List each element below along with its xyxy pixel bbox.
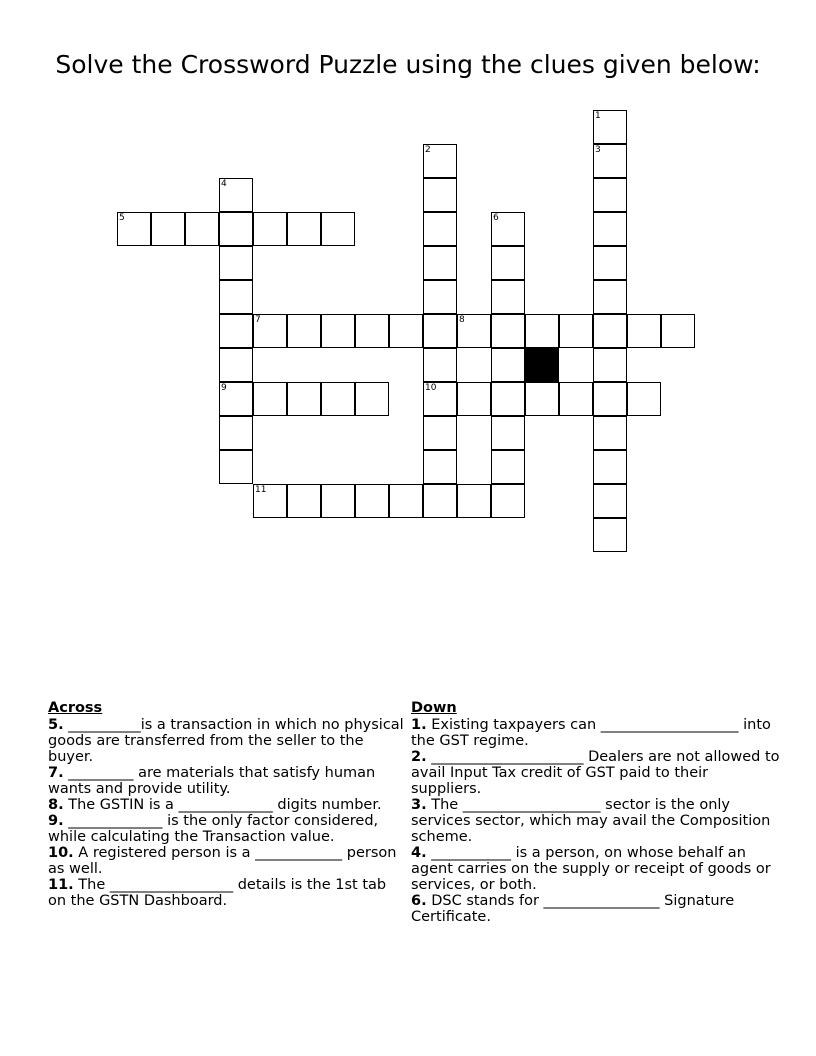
- cell-number: 7: [255, 315, 261, 325]
- grid-cell[interactable]: [219, 246, 253, 280]
- grid-cell[interactable]: [593, 314, 627, 348]
- grid-cell[interactable]: [593, 518, 627, 552]
- grid-cell[interactable]: [253, 382, 287, 416]
- grid-cell[interactable]: [389, 314, 423, 348]
- grid-cell[interactable]: [593, 348, 627, 382]
- grid-cell[interactable]: [525, 382, 559, 416]
- grid-cell[interactable]: [423, 416, 457, 450]
- grid-cell[interactable]: [287, 314, 321, 348]
- clue-text: The ___________________ sector is the only services sector, which may avail the Composition scheme.: [411, 797, 771, 845]
- cell-number: 6: [493, 213, 499, 223]
- grid-cell[interactable]: [491, 246, 525, 280]
- grid-cell[interactable]: [593, 416, 627, 450]
- clue-number: 7.: [48, 765, 64, 781]
- clue-number: 9.: [48, 813, 64, 829]
- grid-cell[interactable]: [423, 280, 457, 314]
- grid-cell[interactable]: [321, 314, 355, 348]
- down-clue-list: [411, 717, 781, 925]
- cell-number: 3: [595, 145, 601, 155]
- grid-cell[interactable]: [219, 416, 253, 450]
- cell-number: 4: [221, 179, 227, 189]
- grid-cell[interactable]: [491, 348, 525, 382]
- grid-cell[interactable]: [593, 212, 627, 246]
- grid-cell[interactable]: [423, 246, 457, 280]
- down-clue: [411, 749, 781, 797]
- clue-text: The GSTIN is a _____________ digits number.: [63, 797, 382, 813]
- clue-text: _____________________ Dealers are not allowed to avail Input Tax credit of GST paid to their suppliers.: [411, 749, 780, 797]
- clue-number: 3.: [411, 797, 427, 813]
- grid-cell[interactable]: [219, 382, 253, 416]
- grid-cell[interactable]: [423, 314, 457, 348]
- grid-cell[interactable]: [423, 178, 457, 212]
- grid-cell[interactable]: [287, 484, 321, 518]
- clue-text: DSC stands for ________________ Signature Certificate.: [411, 893, 735, 925]
- clue-text: ___________ is a person, on whose behalf an agent carries on the supply or receipt of goods or services, or both.: [411, 845, 771, 893]
- grid-cell[interactable]: [593, 382, 627, 416]
- grid-cell[interactable]: [491, 416, 525, 450]
- clue-number: 8.: [48, 797, 64, 813]
- cell-number: 1: [595, 111, 601, 121]
- grid-cell[interactable]: [321, 212, 355, 246]
- grid-cell[interactable]: [253, 484, 287, 518]
- cell-number: 11: [255, 485, 267, 495]
- grid-cell[interactable]: [491, 314, 525, 348]
- clue-text: _____________ is the only factor considered, while calculating the Transaction value.: [48, 813, 379, 845]
- grid-cell[interactable]: [627, 314, 661, 348]
- cell-number: 9: [221, 383, 227, 393]
- across-clue: [48, 717, 408, 765]
- grid-cell[interactable]: [491, 280, 525, 314]
- grid-cell[interactable]: [219, 450, 253, 484]
- across-clue: [48, 765, 408, 797]
- across-clues-section: [48, 700, 408, 909]
- grid-cell[interactable]: [389, 484, 423, 518]
- grid-cell[interactable]: [219, 178, 253, 212]
- down-clue: [411, 893, 781, 925]
- down-clues-section: [411, 700, 781, 925]
- clue-number: 4.: [411, 845, 427, 861]
- grid-cell[interactable]: [491, 212, 525, 246]
- grid-cell[interactable]: [219, 348, 253, 382]
- down-clue: [411, 797, 781, 845]
- grid-cell[interactable]: [219, 314, 253, 348]
- grid-cell[interactable]: [253, 212, 287, 246]
- grid-cell[interactable]: [355, 314, 389, 348]
- grid-cell[interactable]: [423, 212, 457, 246]
- cell-number: 5: [119, 213, 125, 223]
- clue-number: 6.: [411, 893, 427, 909]
- grid-cell[interactable]: [457, 484, 491, 518]
- clue-text: The _________________ details is the 1st tab on the GSTN Dashboard.: [48, 877, 387, 909]
- grid-cell[interactable]: [457, 314, 491, 348]
- grid-cell[interactable]: [593, 246, 627, 280]
- grid-cell[interactable]: [559, 382, 593, 416]
- grid-cell[interactable]: [593, 110, 627, 144]
- clue-text: A registered person is a ____________ person as well.: [48, 845, 397, 877]
- grid-cell[interactable]: [593, 178, 627, 212]
- grid-cell[interactable]: [355, 382, 389, 416]
- across-clue: [48, 877, 408, 909]
- grid-cell[interactable]: [219, 280, 253, 314]
- grid-cell[interactable]: [491, 450, 525, 484]
- grid-block-cell: [525, 348, 559, 382]
- clue-number: 11.: [48, 877, 74, 893]
- down-heading: Down: [411, 700, 457, 716]
- cell-number: 10: [425, 383, 437, 393]
- clue-number: 2.: [411, 749, 427, 765]
- grid-cell[interactable]: [491, 382, 525, 416]
- grid-cell[interactable]: [117, 212, 151, 246]
- grid-cell[interactable]: [593, 484, 627, 518]
- grid-cell[interactable]: [151, 212, 185, 246]
- cell-number: 2: [425, 145, 431, 155]
- across-clue: [48, 813, 408, 845]
- grid-cell[interactable]: [491, 484, 525, 518]
- grid-cell[interactable]: [355, 484, 389, 518]
- across-clue-list: [48, 717, 408, 909]
- down-clue: [411, 845, 781, 893]
- cell-number: 8: [459, 315, 465, 325]
- clue-number: 10.: [48, 845, 74, 861]
- grid-cell[interactable]: [321, 484, 355, 518]
- clue-text: Existing taxpayers can ___________________ into the GST regime.: [411, 717, 771, 749]
- grid-cell[interactable]: [457, 382, 491, 416]
- grid-cell[interactable]: [593, 144, 627, 178]
- grid-cell[interactable]: [287, 382, 321, 416]
- grid-cell[interactable]: [185, 212, 219, 246]
- grid-cell[interactable]: [423, 144, 457, 178]
- grid-cell[interactable]: [525, 314, 559, 348]
- grid-cell[interactable]: [423, 382, 457, 416]
- grid-cell[interactable]: [423, 450, 457, 484]
- grid-cell[interactable]: [287, 212, 321, 246]
- grid-cell[interactable]: [661, 314, 695, 348]
- grid-cell[interactable]: [219, 212, 253, 246]
- grid-cell[interactable]: [593, 280, 627, 314]
- across-clue: [48, 797, 408, 813]
- down-clue: [411, 717, 781, 749]
- grid-cell[interactable]: [423, 484, 457, 518]
- clue-number: 5.: [48, 717, 64, 733]
- grid-cell[interactable]: [559, 314, 593, 348]
- grid-cell[interactable]: [627, 382, 661, 416]
- grid-cell[interactable]: [321, 382, 355, 416]
- clue-text: _________ are materials that satisfy human wants and provide utility.: [48, 765, 376, 797]
- grid-cell[interactable]: [253, 314, 287, 348]
- clue-text: __________is a transaction in which no physical goods are transferred from the seller to the buyer.: [48, 717, 404, 765]
- across-clue: [48, 845, 408, 877]
- clue-number: 1.: [411, 717, 427, 733]
- across-heading: Across: [48, 700, 103, 716]
- grid-cell[interactable]: [593, 450, 627, 484]
- grid-cell[interactable]: [423, 348, 457, 382]
- page-title: Solve the Crossword Puzzle using the clues given below:: [55, 50, 761, 79]
